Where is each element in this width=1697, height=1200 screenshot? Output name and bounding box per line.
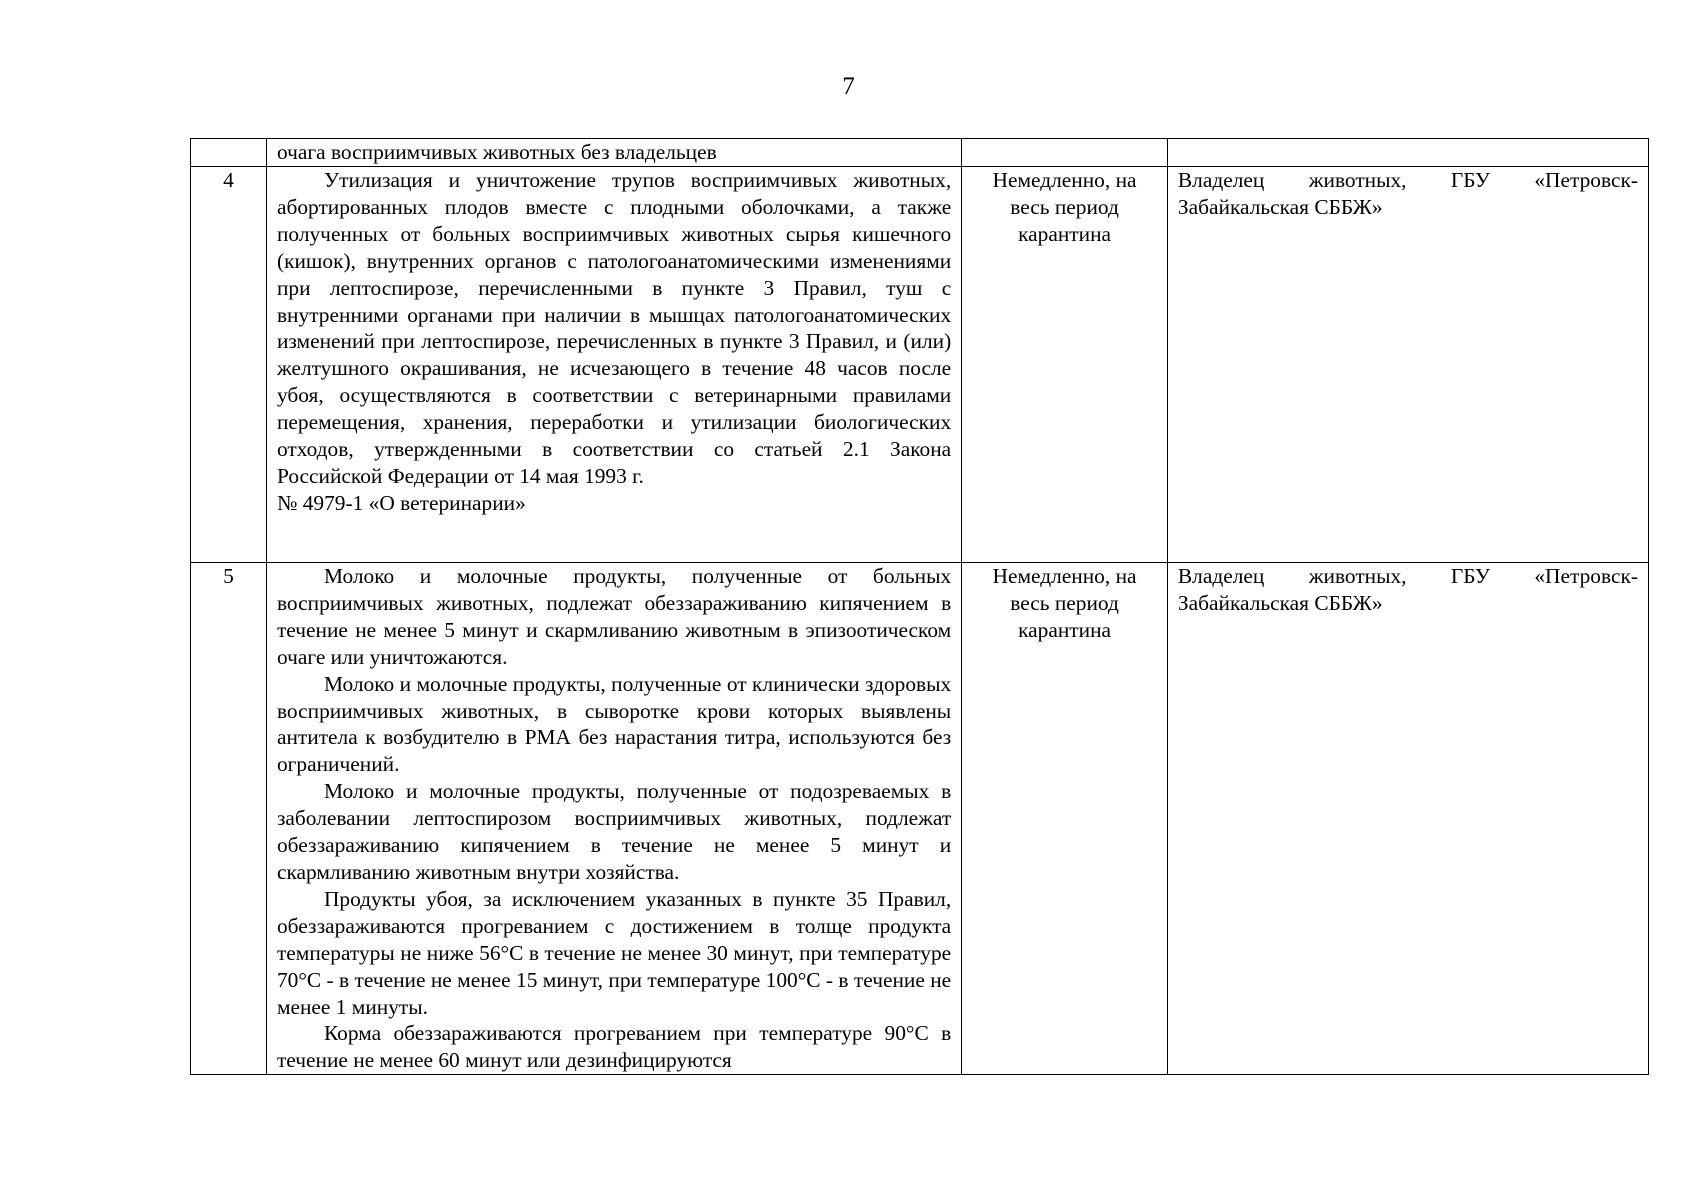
measure-paragraph: Продукты убоя, за исключением указанных в пункте 35 Правил, обеззараживаются прогреванием с достижением в толще продукта температуры не ниже 56°С в течение не менее 30 минут, при температуре 70°С - в течение не менее 15 минут, при температуре 100°С - в течение не менее 1 минуты. bbox=[276, 886, 952, 1019]
table-row bbox=[191, 563, 1649, 1075]
page-number: 7 bbox=[842, 73, 855, 100]
measure-paragraph: Утилизация и уничтожение трупов восприимчивых животных, абортированных плодов вместе с плодными оболочками, а также полученных от больных восприимчивых животных сырья кишечного (кишок), внутренних органов с патологоанатомическими изменениями при лептоспирозе, перечисленными в пункте 3 Правил, туш с внутренними органами при наличии в мышцах патологоанатомических изменений при лептоспирозе, перечисленных в пункте 3 Правил, и (или) желтушного окрашивания, не исчезающего в течение 48 часов после убоя, осуществляются в соответствии с ветеринарными правилами перемещения, хранения, переработки и утилизации биологических отходов, утвержденными в соответствии со статьей 2.1 Закона Российской Федерации от 14 мая 1993 г. bbox=[276, 168, 952, 488]
table-row bbox=[191, 167, 1649, 563]
measure-text-cell bbox=[266, 563, 961, 1075]
measure-paragraph: Молоко и молочные продукты, полученные от подозреваемых в заболевании лептоспирозом восприимчивых животных, подлежат обеззараживанию кипячением в течение не менее 5 минут и скармливанию животным внутри хозяйства. bbox=[276, 779, 952, 884]
measure-paragraph: № 4979-1 «О ветеринарии» bbox=[276, 490, 526, 515]
measure-paragraph: Молоко и молочные продукты, полученные от клинически здоровых восприимчивых животных, в сыворотке крови которых выявлены антитела к возбудителю в РМА без нарастания титра, используются без ограничений. bbox=[276, 671, 952, 777]
term-cell bbox=[962, 139, 1168, 167]
row-number-cell: 4 bbox=[191, 167, 267, 563]
term-cell: Немедленно, на весь период карантина bbox=[962, 563, 1168, 1075]
row-number-cell: 5 bbox=[191, 563, 267, 1075]
measure-text-cell: очага восприимчивых животных без владельцев bbox=[266, 139, 961, 167]
row-number-cell bbox=[191, 139, 267, 167]
measure-text-cell bbox=[266, 167, 961, 563]
table-row-continuation bbox=[191, 139, 1649, 167]
responsible-cell: Владелец животных, ГБУ «Петровск-Забайкальская СББЖ» bbox=[1167, 167, 1648, 563]
term-cell: Немедленно, на весь период карантина bbox=[962, 167, 1168, 563]
measure-paragraph: Корма обеззараживаются прогреванием при температуре 90°С в течение не менее 60 минут или дезинфицируются bbox=[276, 1021, 952, 1073]
responsible-cell bbox=[1167, 139, 1648, 167]
responsible-cell: Владелец животных, ГБУ «Петровск-Забайкальская СББЖ» bbox=[1167, 563, 1648, 1075]
measure-paragraph: Молоко и молочные продукты, полученные от больных восприимчивых животных, подлежат обеззараживанию кипячением в течение не менее 5 минут и скармливанию животным в эпизоотическом очаге или уничтожаются. bbox=[276, 564, 952, 669]
measures-table bbox=[190, 138, 1649, 1075]
